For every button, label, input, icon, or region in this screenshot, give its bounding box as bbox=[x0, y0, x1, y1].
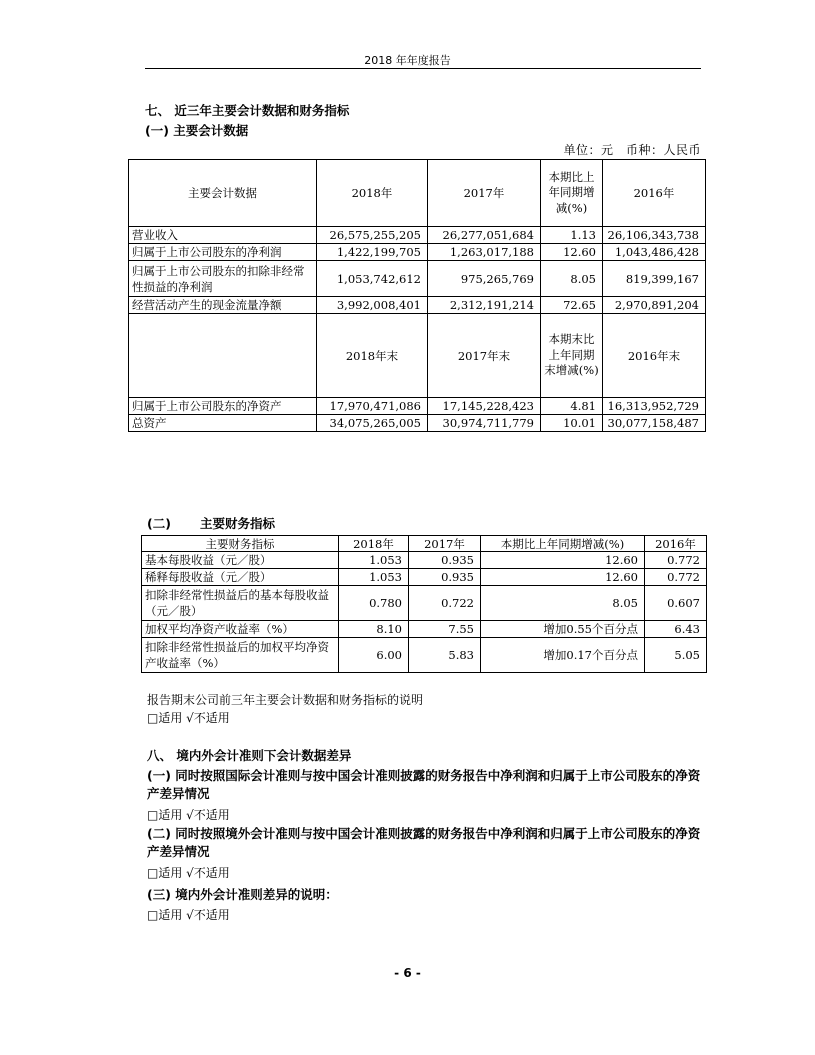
cell-change: 10.01 bbox=[541, 415, 603, 432]
cell-2018: 6.00 bbox=[339, 638, 409, 673]
table1-header-row bbox=[129, 160, 706, 227]
table-row bbox=[142, 638, 707, 673]
table2-header-row bbox=[142, 536, 707, 552]
cell-2016: 30,077,158,487 bbox=[603, 415, 706, 432]
table1-head2-change: 本期末比上年同期末增减(%) bbox=[541, 314, 603, 398]
section-7-subtitle-2: 主要财务指标 bbox=[200, 516, 276, 531]
cell-2017: 0.935 bbox=[409, 552, 481, 569]
cell-2018: 8.10 bbox=[339, 621, 409, 638]
cell-2017: 975,265,769 bbox=[428, 261, 541, 297]
section-8-item-2-applicability: □适用 √不适用 bbox=[147, 866, 230, 880]
row-label: 扣除非经常性损益后的基本每股收益（元／股） bbox=[142, 586, 339, 621]
cell-2016: 819,399,167 bbox=[603, 261, 706, 297]
table1-head-2017: 2017年 bbox=[428, 160, 541, 227]
row-label: 总资产 bbox=[129, 415, 317, 432]
table-row bbox=[142, 569, 707, 586]
cell-2018: 1.053 bbox=[339, 552, 409, 569]
cell-2017: 30,974,711,779 bbox=[428, 415, 541, 432]
row-label: 归属于上市公司股东的净利润 bbox=[129, 244, 317, 261]
table1-head2-2017: 2017年末 bbox=[428, 314, 541, 398]
cell-2016: 6.43 bbox=[645, 621, 707, 638]
row-label: 归属于上市公司股东的扣除非经常性损益的净利润 bbox=[129, 261, 317, 297]
row-label: 经营活动产生的现金流量净额 bbox=[129, 297, 317, 314]
section-8-item-3-applicability: □适用 √不适用 bbox=[147, 908, 230, 922]
cell-2017: 0.722 bbox=[409, 586, 481, 621]
table-row bbox=[142, 621, 707, 638]
table-row bbox=[142, 586, 707, 621]
cell-2018: 34,075,265,005 bbox=[317, 415, 428, 432]
table-row bbox=[129, 227, 706, 244]
table-row bbox=[129, 398, 706, 415]
cell-change: 12.60 bbox=[541, 244, 603, 261]
row-label: 营业收入 bbox=[129, 227, 317, 244]
cell-change: 1.13 bbox=[541, 227, 603, 244]
table-row bbox=[129, 297, 706, 314]
cell-2016: 0.607 bbox=[645, 586, 707, 621]
cell-2017: 7.55 bbox=[409, 621, 481, 638]
cell-2017: 17,145,228,423 bbox=[428, 398, 541, 415]
cell-2016: 1,043,486,428 bbox=[603, 244, 706, 261]
table1-head-change: 本期比上年同期增减(%) bbox=[541, 160, 603, 227]
row-label: 加权平均净资产收益率（%） bbox=[142, 621, 339, 638]
cell-2018: 0.780 bbox=[339, 586, 409, 621]
table1-header-row-2 bbox=[129, 314, 706, 398]
table-row bbox=[129, 261, 706, 297]
cell-change: 12.60 bbox=[481, 569, 645, 586]
cell-2018: 26,575,255,205 bbox=[317, 227, 428, 244]
row-label: 稀释每股收益（元／股） bbox=[142, 569, 339, 586]
cell-2018: 17,970,471,086 bbox=[317, 398, 428, 415]
table2-head-2016: 2016年 bbox=[645, 536, 707, 552]
cell-2017: 26,277,051,684 bbox=[428, 227, 541, 244]
cell-2016: 2,970,891,204 bbox=[603, 297, 706, 314]
cell-2016: 26,106,343,738 bbox=[603, 227, 706, 244]
cell-change: 12.60 bbox=[481, 552, 645, 569]
section-8-item-1: (一) 同时按照国际会计准则与按中国会计准则披露的财务报告中净利润和归属于上市公司股东的净资产差异情况 bbox=[147, 768, 701, 801]
cell-change: 增加0.55个百分点 bbox=[481, 621, 645, 638]
section-7-title: 七、 近三年主要会计数据和财务指标 bbox=[145, 103, 350, 118]
cell-2016: 0.772 bbox=[645, 552, 707, 569]
cell-2017: 1,263,017,188 bbox=[428, 244, 541, 261]
table-row bbox=[129, 415, 706, 432]
section-7-subtitle-2-num: (二) bbox=[147, 516, 171, 531]
table1-head-2018: 2018年 bbox=[317, 160, 428, 227]
main-financial-indicators-table bbox=[141, 535, 707, 673]
header-rule bbox=[145, 68, 701, 69]
table-row bbox=[142, 552, 707, 569]
table1-head-2016: 2016年 bbox=[603, 160, 706, 227]
unit-label: 单位：元 币种：人民币 bbox=[563, 143, 701, 157]
section-8-title: 八、 境内外会计准则下会计数据差异 bbox=[147, 748, 352, 763]
table2-head-change: 本期比上年同期增减(%) bbox=[481, 536, 645, 552]
cell-2017: 2,312,191,214 bbox=[428, 297, 541, 314]
cell-2018: 1,422,199,705 bbox=[317, 244, 428, 261]
section-8-item-2: (二) 同时按照境外会计准则与按中国会计准则披露的财务报告中净利润和归属于上市公司股东的净资产差异情况 bbox=[147, 826, 701, 859]
cell-2018: 3,992,008,401 bbox=[317, 297, 428, 314]
cell-change: 8.05 bbox=[481, 586, 645, 621]
cell-2018: 1,053,742,612 bbox=[317, 261, 428, 297]
row-label: 扣除非经常性损益后的加权平均净资产收益率（%） bbox=[142, 638, 339, 673]
cell-change: 4.81 bbox=[541, 398, 603, 415]
table1-head-label: 主要会计数据 bbox=[129, 160, 317, 227]
table2-head-label: 主要财务指标 bbox=[142, 536, 339, 552]
cell-2017: 5.83 bbox=[409, 638, 481, 673]
row-label: 基本每股收益（元／股） bbox=[142, 552, 339, 569]
main-accounting-data-table bbox=[128, 159, 706, 432]
cell-change: 8.05 bbox=[541, 261, 603, 297]
cell-2016: 5.05 bbox=[645, 638, 707, 673]
page-number: - 6 - bbox=[394, 966, 421, 980]
indicators-note: 报告期末公司前三年主要会计数据和财务指标的说明 bbox=[147, 693, 424, 707]
section-8-item-1-applicability: □适用 √不适用 bbox=[147, 808, 230, 822]
table2-head-2017: 2017年 bbox=[409, 536, 481, 552]
cell-2016: 0.772 bbox=[645, 569, 707, 586]
cell-change: 72.65 bbox=[541, 297, 603, 314]
cell-2018: 1.053 bbox=[339, 569, 409, 586]
table1-head2-label bbox=[129, 314, 317, 398]
table2-head-2018: 2018年 bbox=[339, 536, 409, 552]
cell-change: 增加0.17个百分点 bbox=[481, 638, 645, 673]
cell-2017: 0.935 bbox=[409, 569, 481, 586]
row-label: 归属于上市公司股东的净资产 bbox=[129, 398, 317, 415]
table1-head2-2018: 2018年末 bbox=[317, 314, 428, 398]
cell-2016: 16,313,952,729 bbox=[603, 398, 706, 415]
section-8-item-3: (三) 境内外会计准则差异的说明： bbox=[147, 887, 338, 902]
page-header-title: 2018 年年度报告 bbox=[364, 54, 451, 67]
indicators-note-applicability: □适用 √不适用 bbox=[147, 711, 230, 725]
table1-head2-2016: 2016年末 bbox=[603, 314, 706, 398]
table-row bbox=[129, 244, 706, 261]
section-7-subtitle-1: (一) 主要会计数据 bbox=[145, 123, 249, 138]
